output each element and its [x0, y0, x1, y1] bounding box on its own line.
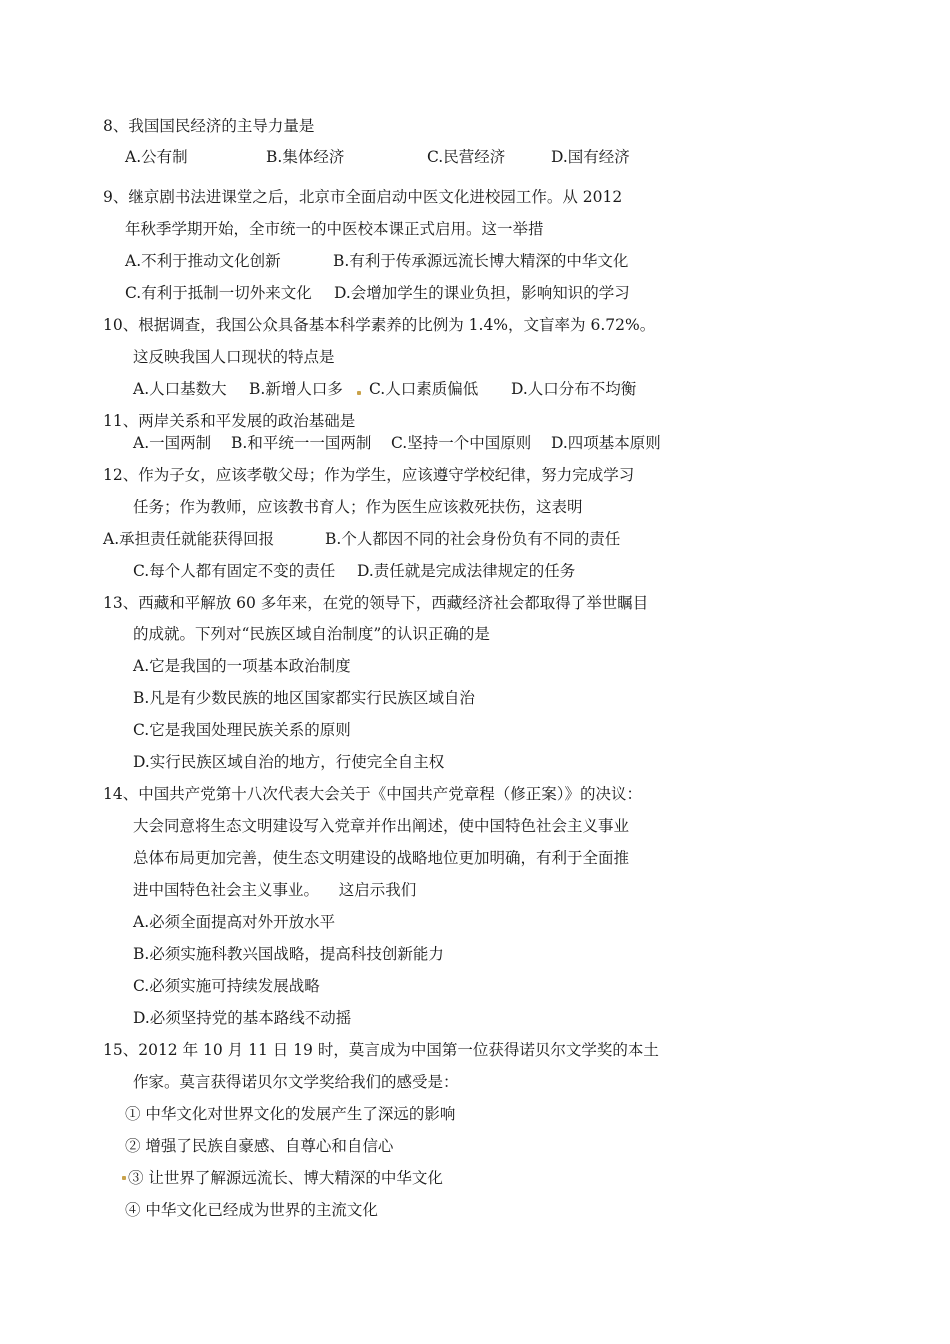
q12-options-row-2 — [133, 561, 693, 581]
q14-stem-line-2: 大会同意将生态文明建设写入党章并作出阐述，使中国特色社会主义事业 — [133, 817, 630, 835]
q8-option-d: D.国有经济 — [551, 148, 630, 166]
q9-option-d: D.会增加学生的课业负担，影响知识的学习 — [334, 284, 630, 302]
q10-option-d: D.人口分布不均衡 — [511, 380, 637, 398]
q14-stem-line-4: 进中国特色社会主义事业。 这启示我们 — [133, 881, 417, 899]
q8-option-c: C.民营经济 — [427, 148, 506, 166]
q12-option-a: A.承担责任就能获得回报 — [103, 530, 275, 548]
q13-stem-line-1: 13、西藏和平解放 60 多年来，在党的领导下，西藏经济社会都取得了举世瞩目 — [103, 594, 649, 612]
q15-item-1: ① 中华文化对世界文化的发展产生了深远的影响 — [125, 1105, 456, 1123]
q10-stem-line-2: 这反映我国人口现状的特点是 — [133, 348, 335, 366]
q9-stem-line-2: 年秋季学期开始，全市统一的中医校本课正式启用。这一举措 — [125, 220, 544, 238]
q12-option-b: B.个人都因不同的社会身份负有不同的责任 — [325, 530, 621, 548]
q14-stem-line-1: 14、中国共产党第十八次代表大会关于《中国共产党章程（修正案）》的决议： — [103, 785, 642, 803]
speck-mark — [122, 1176, 126, 1180]
q15-item-4: ④ 中华文化已经成为世界的主流文化 — [125, 1201, 378, 1219]
q8-options — [125, 147, 685, 167]
q12-option-c: C.每个人都有固定不变的责任 — [133, 562, 336, 580]
q14-option-c: C.必须实施可持续发展战略 — [133, 977, 320, 995]
q14-option-a: A.必须全面提高对外开放水平 — [133, 913, 336, 931]
q11-option-d: D.四项基本原则 — [551, 434, 661, 452]
q11-option-b: B.和平统一一国两制 — [231, 434, 372, 452]
q9-option-b: B.有利于传承源远流长博大精深的中华文化 — [333, 252, 629, 270]
q14-option-b: B.必须实施科教兴国战略，提高科技创新能力 — [133, 945, 444, 963]
q12-stem-line-1: 12、作为子女，应该孝敬父母；作为学生，应该遵守学校纪律，努力完成学习 — [103, 466, 635, 484]
q12-options-row-1 — [103, 529, 703, 549]
q13-option-c: C.它是我国处理民族关系的原则 — [133, 721, 351, 739]
q11-options — [133, 433, 693, 453]
q8-option-b: B.集体经济 — [266, 148, 345, 166]
q10-option-a: A.人口基数大 — [133, 380, 227, 398]
q9-options-row-2 — [125, 283, 685, 303]
q15-item-2: ② 增强了民族自豪感、自尊心和自信心 — [125, 1137, 394, 1155]
q11-stem: 11、两岸关系和平发展的政治基础是 — [103, 412, 356, 430]
q9-option-a: A.不利于推动文化创新 — [125, 252, 281, 270]
q15-stem-line-1: 15、2012 年 10 月 11 日 19 时，莫言成为中国第一位获得诺贝尔文学奖的本土 — [103, 1041, 659, 1059]
q11-option-a: A.一国两制 — [133, 434, 212, 452]
q15-stem-line-2: 作家。莫言获得诺贝尔文学奖给我们的感受是： — [133, 1073, 459, 1091]
q13-stem-line-2: 的成就。下列对“民族区域自治制度”的认识正确的是 — [133, 625, 490, 643]
q10-option-c: C.人口素质偏低 — [369, 380, 479, 398]
q9-option-c: C.有利于抵制一切外来文化 — [125, 284, 312, 302]
q14-option-d: D.必须坚持党的基本路线不动摇 — [133, 1009, 352, 1027]
q14-stem-line-3: 总体布局更加完善，使生态文明建设的战略地位更加明确，有利于全面推 — [133, 849, 630, 867]
q12-stem-line-2: 任务；作为教师，应该教书育人；作为医生应该救死扶伤，这表明 — [133, 498, 583, 516]
q10-stem-line-1: 10、根据调查，我国公众具备基本科学素养的比例为 1.4%，文盲率为 6.72%。 — [103, 316, 656, 334]
q9-options-row-1 — [125, 251, 685, 271]
q10-option-b: B.新增人口多 — [249, 380, 343, 398]
q15-item-3: ③ 让世界了解源远流长、博大精深的中华文化 — [128, 1169, 443, 1187]
q13-option-b: B.凡是有少数民族的地区国家都实行民族区域自治 — [133, 689, 475, 707]
q11-option-c: C.坚持一个中国原则 — [391, 434, 532, 452]
q13-option-d: D.实行民族区域自治的地方，行使完全自主权 — [133, 753, 445, 771]
q10-options — [133, 379, 693, 399]
q9-stem-line-1: 9、继京剧书法进课堂之后，北京市全面启动中医文化进校园工作。从 2012 — [103, 188, 623, 206]
q13-option-a: A.它是我国的一项基本政治制度 — [133, 657, 351, 675]
q12-option-d: D.责任就是完成法律规定的任务 — [357, 562, 576, 580]
q8-stem: 8、我国国民经济的主导力量是 — [103, 117, 315, 135]
q8-option-a: A.公有制 — [125, 148, 188, 166]
speck-mark — [357, 391, 361, 395]
